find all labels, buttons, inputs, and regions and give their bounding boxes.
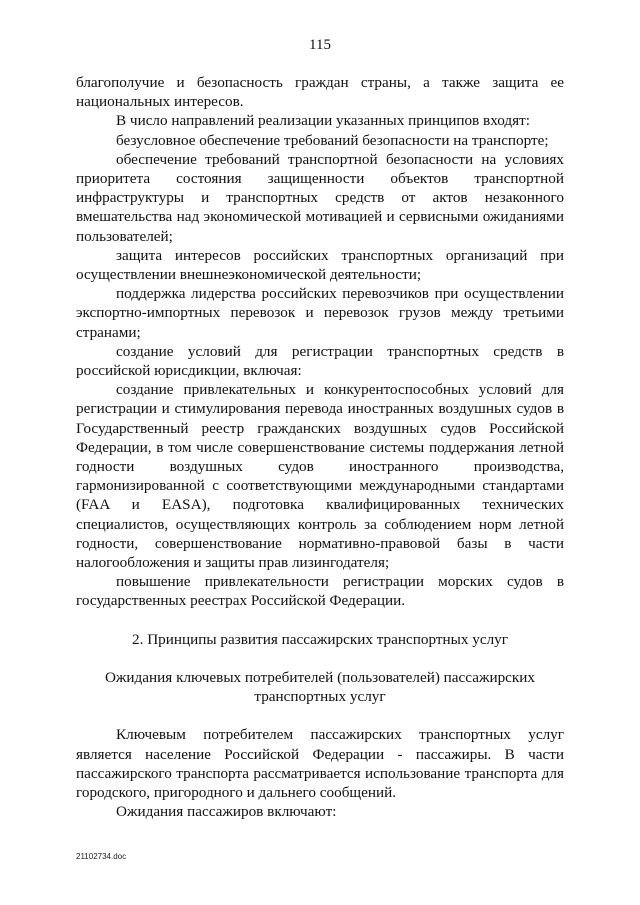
paragraph: благополучие и безопасность граждан страны, а также защита ее национальных интересов. xyxy=(76,74,564,111)
sub-heading: Ожидания ключевых потребителей (пользователей) пассажирских транспортных услуг xyxy=(104,668,536,706)
list-item: защита интересов российских транспортных организаций при осуществлении внешнеэкономической деятельности; xyxy=(76,246,564,284)
list-item: обеспечение требований транспортной безопасности на условиях приоритета состояния защищенности объектов транспортной инфраструктуры и транспортных средств от актов незаконного вмешательства над экономической мотивацией и сервисными ожиданиями пользователей; xyxy=(76,150,564,245)
list-item: создание условий для регистрации транспортных средств в российской юрисдикции, включая: xyxy=(76,342,564,380)
paragraph: В число направлений реализации указанных принципов входят: xyxy=(116,112,530,130)
paragraph: Ожидания пассажиров включают: xyxy=(116,803,337,821)
list-item: поддержка лидерства российских перевозчиков при осуществлении экспортно-импортных перевозок и перевозок грузов между третьими странами; xyxy=(76,285,564,341)
section-heading: 2. Принципы развития пассажирских транспортных услуг xyxy=(132,630,508,648)
page-number: 115 xyxy=(309,37,331,53)
list-item: создание привлекательных и конкурентоспособных условий для регистрации и стимулирования перевода иностранных воздушных судов в Государственный реестр гражданских воздушных судов Российской Федерации, в том числе совершенствование системы поддержания летной годности воздушных судов иностранного производства, гармонизированной с соответствующими международными стандартами (FAA и EASA), подготовка квалифицированных технических специалистов, осуществляющих контроль за соблюдением норм летной годности, совершенствование нормативно-правовой базы в части налогообложения и защиты прав лизингодателя; xyxy=(76,381,564,572)
footer-filename: 21102734.doc xyxy=(76,852,127,861)
document-body xyxy=(76,73,564,821)
list-item: повышение привлекательности регистрации морских судов в государственных реестрах Российской Федерации. xyxy=(76,573,564,610)
list-item: безусловное обеспечение требований безопасности на транспорте; xyxy=(116,131,549,149)
paragraph: Ключевым потребителем пассажирских транспортных услуг является население Российской Федерации - пассажиры. В части пассажирского транспорта рассматривается использование транспорта для городского, пригородного и дальнего сообщений. xyxy=(76,726,564,801)
